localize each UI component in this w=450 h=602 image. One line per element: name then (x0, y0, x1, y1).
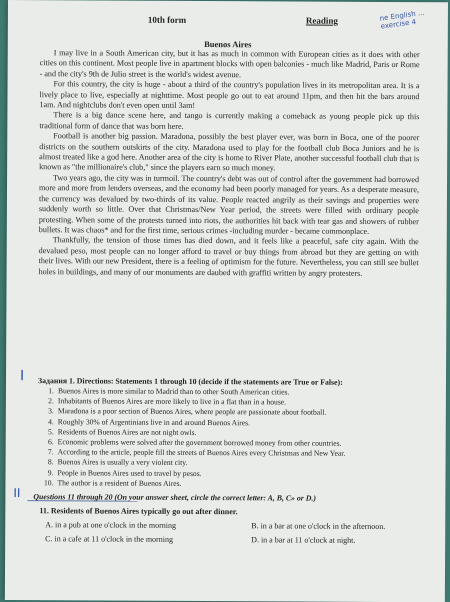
list-item: 1. Buenos Aires is more similar to Madrid than to other South American cities. (48, 386, 290, 397)
task1-heading: Задания 1. Directions: Statements 1 through 10 (decide if the statements are True or False): (37, 376, 343, 387)
paragraph: I may live in a South American city, but it has as much in common with European cities as it does with other cities on this continent. Most people live in apartment blocks with open balconies - much like Madrid, Paris or Rome - and the city's 9th de Julio street is the world's widest avenue. (39, 48, 420, 80)
list-item: 6. Economic problems were solved after the government borrowed money from other countries. (47, 437, 342, 448)
paragraph: For this country, the city is huge - about a third of the country's population lives in its metropolitan area. It is a lively place to live, especially at nighttime. Most people go out to eat around 11pm, and then hit the bars around 1am. And nightclubs don't even open until 3am! (39, 79, 420, 111)
list-item: 7. According to the article, people fill the streets of Buenos Aires every Christmas and New Year. (47, 447, 346, 458)
option-a: A. in a pub at one o'clock in the morning (45, 520, 177, 530)
list-item: 5. Residents of Buenos Aires are not night owls. (48, 427, 197, 437)
list-item: 3. Maradona is a poor section of Buenos Aires, where people are passionate about football. (48, 406, 327, 418)
option-b: B. in a bar at one o'clock in the afternoon. (251, 521, 386, 531)
form-label: 10th form (147, 14, 187, 25)
article-body (39, 48, 420, 279)
question-11: 11. Residents of Buenos Aires typically go out after dinner. (39, 506, 238, 517)
list-item: 4. Roughly 30% of Argentinians live in and around Buenos Aires. (48, 416, 251, 427)
task2-heading: Questions 11 through 20 (On your answer sheet, circle the correct letter: A, B, C» or D.) (33, 492, 317, 503)
task1-marker: I (19, 368, 25, 385)
handwritten-note: ne English ... exercise 4 (379, 8, 425, 31)
task2-marker: II (13, 486, 21, 501)
option-d: D. in a bar at 11 o'clock at night. (251, 535, 356, 545)
statement-list (35, 386, 416, 490)
paragraph: There is a big dance scene here, and tango is currently making a comeback as young people pick up this traditional form of dance that was born here. (39, 110, 420, 131)
list-item: 9. People in Buenos Aires used to travel by pesos. (47, 467, 202, 478)
list-item: 10. The author is a resident of Buenos Aires. (43, 478, 182, 488)
article-title: Buenos Aires (204, 39, 252, 50)
paragraph: Thankfully, the tension of those times has died down, and it feels like a peaceful, safe city again. With the devalued peso, most people can no longer afford to travel or buy things from abroad but they are getting on with their lives. With our new President, there is a feeling of optimism for the future. Nevertheless, you can still see bullet holes in buildings, and many of our monuments are daubed with graffiti written by angry protesters. (38, 235, 419, 278)
option-c: C. in a cafe at 11 o'clock in the morning (45, 534, 173, 544)
list-item: 2. Inhabitants of Buenos Aires are more likely to live in a flat than in a house. (48, 396, 287, 407)
paragraph: Football is another big passion. Maradona, possibly the best player ever, was born in Boca, one of the poorer districts on the southern outskirts of the city. Maradona used to play for the football club Boca Juniors and he is almost treated like a god here. Another area of the city is home to River Plate, another successful football club that is known as "the millionaire's club," since the players earn so much money. (39, 131, 420, 173)
section-label: Reading (305, 15, 338, 26)
paragraph: Two years ago, the city was in turmoil. The country's debt was out of control after the government had borrowed more and more from lenders overseas, and the economy had been poorly managed for years. As a desperate measure, the currency was devalued by two-thirds of its value. People reacted angrily as their savings and properties were suddenly worth so little. Over that Christmas/New Year period, the streets were filled with ordinary people protesting. When some of the protests turned into riots, the authorities hit back with tear gas and showers of rubber bullets. It was chaos* and for the first time, serious crimes -including murder - became commonplace. (38, 173, 420, 236)
list-item: 8. Buenos Aires is usually a very violent city. (47, 457, 188, 468)
page-header (8, 8, 448, 31)
worksheet-page (5, 0, 448, 602)
